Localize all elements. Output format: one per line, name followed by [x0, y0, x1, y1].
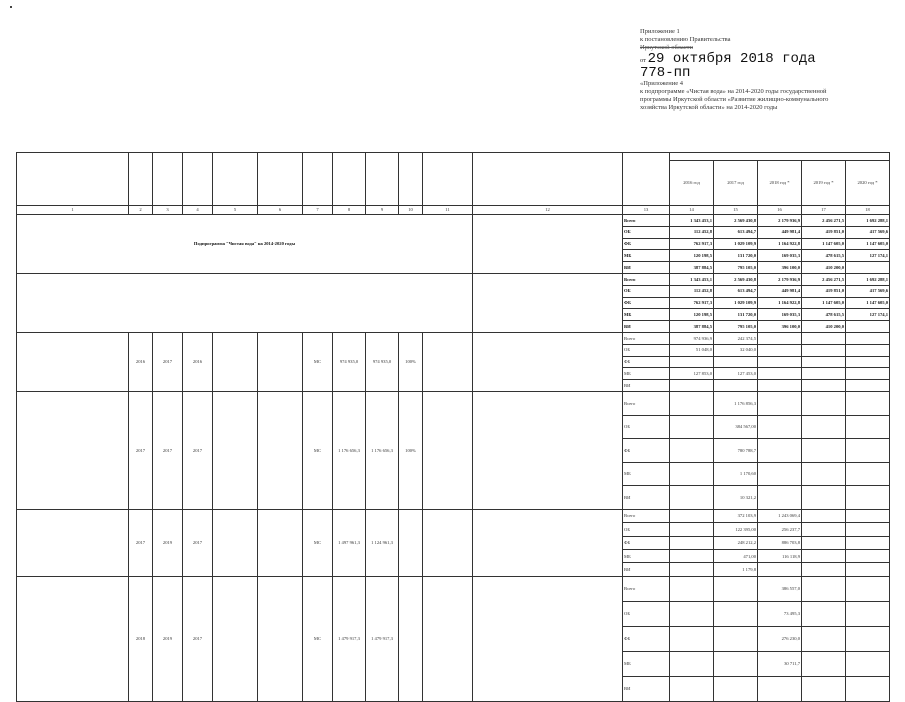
object-readiness: 100% — [399, 391, 423, 509]
fin-value — [846, 462, 890, 486]
object-start-year: 2017 — [129, 391, 153, 509]
fin-value — [670, 676, 714, 701]
fin-value: 1 343 453,1 — [670, 215, 714, 227]
fin-value: 471,00 — [714, 550, 758, 563]
col-header-8 — [333, 153, 366, 206]
header-note-2: программы Иркутской области «Развитие жилищно-коммунального — [640, 96, 829, 103]
header-note-3: хозяйства Иркутской области» на 2014-2020 годы — [640, 104, 778, 111]
fin-value: 276 230,0 — [758, 626, 802, 651]
fin-value: 120 198,5 — [670, 309, 714, 321]
fin-value — [802, 523, 846, 536]
object-expertise — [213, 391, 258, 509]
object-readiness — [399, 509, 423, 576]
fin-source: ФБ — [623, 356, 670, 368]
fin-value: 32 040,0 — [714, 344, 758, 356]
fin-value: 1 243 069,4 — [758, 509, 802, 522]
fin-value: 419 851,0 — [802, 285, 846, 297]
fin-value: 122 395,00 — [714, 523, 758, 536]
object-start-year: 2017 — [129, 509, 153, 576]
object-name — [17, 509, 129, 576]
object-end-year: 2017 — [153, 391, 183, 509]
object-executor — [473, 509, 623, 576]
col-header-6 — [258, 153, 303, 206]
fin-value: 51 048,0 — [670, 344, 714, 356]
column-number: 13 — [623, 206, 670, 215]
fin-value: 256 237,7 — [758, 523, 802, 536]
subprogram-total-row — [17, 215, 890, 227]
fin-value: 1 692 288,1 — [846, 215, 890, 227]
fin-value — [714, 651, 758, 676]
fin-value — [714, 601, 758, 626]
fin-value — [670, 486, 714, 510]
fin-source: ФБ — [623, 238, 670, 250]
fin-value: 886 703,8 — [758, 536, 802, 549]
fin-value — [802, 563, 846, 576]
fin-value — [846, 332, 890, 344]
fin-value — [758, 368, 802, 380]
object-recipient — [423, 576, 473, 701]
financing-group-header — [670, 153, 890, 161]
object-group-executor — [473, 273, 623, 332]
object-expertise — [213, 509, 258, 576]
fin-value — [670, 462, 714, 486]
scan-mark — [10, 6, 12, 8]
fin-value — [802, 368, 846, 380]
fin-value: 10 321,2 — [714, 486, 758, 510]
col-header-10 — [399, 153, 423, 206]
fin-value: 396 100,0 — [758, 262, 802, 274]
object-readiness: 100% — [399, 332, 423, 391]
object-works — [258, 509, 303, 576]
object-docs-year: 2017 — [183, 391, 213, 509]
object-fin-row — [17, 576, 890, 601]
fin-value: 387 884,5 — [670, 262, 714, 274]
col-header-15: 2017 год — [714, 161, 758, 206]
fin-source: ФБ — [623, 626, 670, 651]
fin-value: 1 147 605,0 — [802, 297, 846, 309]
fin-source: ОБ — [623, 226, 670, 238]
column-number: 10 — [399, 206, 423, 215]
fin-source: ВИ — [623, 262, 670, 274]
object-form: МС — [303, 509, 333, 576]
object-recipient — [423, 509, 473, 576]
fin-value: 762 917,3 — [670, 238, 714, 250]
object-docs-year: 2017 — [183, 509, 213, 576]
column-number: 11 — [423, 206, 473, 215]
fin-value — [846, 344, 890, 356]
object-expertise — [213, 332, 258, 391]
fin-value: 131 720,0 — [714, 250, 758, 262]
col-header-5 — [213, 153, 258, 206]
col-header-2 — [129, 153, 153, 206]
column-number: 15 — [714, 206, 758, 215]
col-header-3 — [153, 153, 183, 206]
fin-value: 242 374,5 — [714, 332, 758, 344]
fin-value — [758, 380, 802, 392]
fin-value: 478 615,5 — [802, 309, 846, 321]
object-expertise — [213, 576, 258, 701]
column-number: 7 — [303, 206, 333, 215]
object-cost-remaining: 974 935,0 — [366, 332, 399, 391]
fin-source: Всего — [623, 215, 670, 227]
fin-value: 974 936,9 — [670, 332, 714, 344]
object-recipient — [423, 332, 473, 391]
object-end-year: 2019 — [153, 576, 183, 701]
fin-value — [802, 509, 846, 522]
fin-value — [670, 380, 714, 392]
fin-value — [802, 332, 846, 344]
column-number: 6 — [258, 206, 303, 215]
fin-value — [670, 391, 714, 415]
fin-value: 127 453,0 — [714, 368, 758, 380]
column-number: 9 — [366, 206, 399, 215]
fin-source: ОБ — [623, 344, 670, 356]
fin-value: 120 198,5 — [670, 250, 714, 262]
fin-value: 795 105,0 — [714, 321, 758, 333]
header-line-3: Иркутской области — [640, 44, 693, 51]
fin-value — [714, 676, 758, 701]
fin-value: 2 179 936,9 — [758, 273, 802, 285]
fin-value: 1 147 605,0 — [846, 297, 890, 309]
fin-value — [758, 356, 802, 368]
fin-source: Всего — [623, 332, 670, 344]
fin-source: ФБ — [623, 536, 670, 549]
object-executor — [473, 576, 623, 701]
fin-source: МБ — [623, 651, 670, 676]
object-end-year: 2019 — [153, 509, 183, 576]
header-note-1: к подпрограмме «Чистая вода» на 2014-2020 годы государственной — [640, 88, 827, 95]
object-name — [17, 391, 129, 509]
header-date-prefix: от — [640, 57, 647, 64]
fin-value — [670, 601, 714, 626]
fin-value — [758, 676, 802, 701]
column-number: 4 — [183, 206, 213, 215]
object-start-year: 2016 — [129, 332, 153, 391]
fin-value — [846, 626, 890, 651]
col-header-12 — [473, 153, 623, 206]
header-group-row — [17, 153, 890, 161]
fin-value — [670, 576, 714, 601]
fin-value — [758, 563, 802, 576]
col-header-4 — [183, 153, 213, 206]
header-appendix: «Приложение 4 — [640, 80, 684, 87]
fin-source: ФБ — [623, 439, 670, 463]
fin-value: 1 029 109,9 — [714, 238, 758, 250]
object-fin-row — [17, 391, 890, 415]
fin-value: 1 029 109,9 — [714, 297, 758, 309]
objects-table — [16, 152, 890, 702]
object-form: МС — [303, 576, 333, 701]
col-header-13 — [623, 153, 670, 206]
column-number-row — [17, 206, 890, 215]
column-number: 2 — [129, 206, 153, 215]
header-line-2: к постановлению Правительства — [640, 36, 731, 43]
object-docs-year: 2017 — [183, 576, 213, 701]
fin-value: 2 569 430,8 — [714, 215, 758, 227]
fin-value — [670, 536, 714, 549]
fin-source: ФБ — [623, 297, 670, 309]
fin-source: МБ — [623, 250, 670, 262]
object-executor — [473, 332, 623, 391]
fin-value — [670, 439, 714, 463]
fin-value: 1 170,60 — [714, 462, 758, 486]
object-recipient — [423, 391, 473, 509]
fin-value — [758, 439, 802, 463]
fin-value — [670, 509, 714, 522]
fin-value — [846, 651, 890, 676]
fin-value — [758, 391, 802, 415]
fin-source: ВИ — [623, 676, 670, 701]
fin-value: 410 200,0 — [802, 262, 846, 274]
fin-value: 127 853,0 — [670, 368, 714, 380]
fin-value: 1 343 453,1 — [670, 273, 714, 285]
object-executor — [473, 391, 623, 509]
object-group-label — [17, 273, 473, 332]
fin-value: 112 452,8 — [670, 285, 714, 297]
fin-source: МБ — [623, 550, 670, 563]
column-number: 1 — [17, 206, 129, 215]
fin-source: Всего — [623, 509, 670, 522]
fin-value: 131 720,0 — [714, 309, 758, 321]
fin-value — [714, 576, 758, 601]
fin-source: ОБ — [623, 601, 670, 626]
column-number: 8 — [333, 206, 366, 215]
object-fin-row — [17, 332, 890, 344]
fin-value — [802, 391, 846, 415]
object-fin-row — [17, 509, 890, 522]
fin-value — [670, 356, 714, 368]
fin-source: ВИ — [623, 563, 670, 576]
fin-value: 419 851,0 — [802, 226, 846, 238]
fin-value: 2 569 430,8 — [714, 273, 758, 285]
fin-value — [714, 356, 758, 368]
fin-value: 1 692 288,1 — [846, 273, 890, 285]
fin-value — [758, 332, 802, 344]
fin-source: ВИ — [623, 321, 670, 333]
fin-value — [846, 563, 890, 576]
fin-value — [846, 676, 890, 701]
fin-value — [846, 415, 890, 439]
fin-value — [846, 550, 890, 563]
fin-value: 417 569,6 — [846, 285, 890, 297]
object-group-row — [17, 273, 890, 285]
fin-value — [802, 462, 846, 486]
fin-value — [670, 651, 714, 676]
fin-source: Всего — [623, 273, 670, 285]
object-cost-estimate: 974 935,0 — [333, 332, 366, 391]
fin-value — [802, 536, 846, 549]
fin-value — [846, 523, 890, 536]
object-end-year: 2017 — [153, 332, 183, 391]
fin-value — [802, 380, 846, 392]
fin-value — [802, 344, 846, 356]
col-header-11 — [423, 153, 473, 206]
column-number: 17 — [802, 206, 846, 215]
fin-value: 410 200,0 — [802, 321, 846, 333]
fin-value — [846, 486, 890, 510]
appendix-header — [640, 28, 900, 112]
fin-value: 387 884,5 — [670, 321, 714, 333]
fin-value — [846, 601, 890, 626]
fin-value: 795 105,0 — [714, 262, 758, 274]
fin-source: Всего — [623, 576, 670, 601]
fin-value — [802, 626, 846, 651]
fin-value: 73 495,3 — [758, 601, 802, 626]
fin-source: ОБ — [623, 285, 670, 297]
fin-value — [846, 321, 890, 333]
fin-value — [846, 509, 890, 522]
fin-value: 417 569,6 — [846, 226, 890, 238]
fin-value — [846, 536, 890, 549]
col-header-7 — [303, 153, 333, 206]
fin-value: 762 917,3 — [670, 297, 714, 309]
object-works — [258, 576, 303, 701]
object-form: МС — [303, 391, 333, 509]
fin-value: 780 788,7 — [714, 439, 758, 463]
column-number: 14 — [670, 206, 714, 215]
object-readiness — [399, 576, 423, 701]
fin-source: ОБ — [623, 415, 670, 439]
column-number: 16 — [758, 206, 802, 215]
fin-value — [670, 523, 714, 536]
fin-value — [670, 550, 714, 563]
fin-value: 384 567,00 — [714, 415, 758, 439]
fin-value — [714, 626, 758, 651]
header-line-1: Приложение 1 — [640, 28, 680, 35]
fin-value — [802, 356, 846, 368]
fin-value: 2 456 271,5 — [802, 215, 846, 227]
col-header-14: 2016 год — [670, 161, 714, 206]
fin-value: 1 147 605,0 — [802, 238, 846, 250]
fin-value — [802, 439, 846, 463]
object-cost-remaining: 1 479 917,3 — [366, 576, 399, 701]
fin-value: 449 981,4 — [758, 226, 802, 238]
fin-value: 169 035,3 — [758, 309, 802, 321]
header-date: 29 октября 2018 года — [647, 51, 816, 67]
fin-value: 396 100,0 — [758, 321, 802, 333]
object-works — [258, 391, 303, 509]
fin-value: 30 711,7 — [758, 651, 802, 676]
object-cost-remaining: 1 176 656,3 — [366, 391, 399, 509]
fin-source: МБ — [623, 309, 670, 321]
object-docs-year: 2016 — [183, 332, 213, 391]
col-header-9 — [366, 153, 399, 206]
fin-value: 372 103,9 — [714, 509, 758, 522]
object-name — [17, 576, 129, 701]
fin-value: 112 452,8 — [670, 226, 714, 238]
fin-value — [846, 391, 890, 415]
fin-value — [758, 415, 802, 439]
fin-value — [846, 356, 890, 368]
fin-source: ВИ — [623, 380, 670, 392]
fin-value — [802, 676, 846, 701]
fin-value — [802, 651, 846, 676]
fin-value — [758, 486, 802, 510]
fin-value — [670, 563, 714, 576]
fin-value — [846, 380, 890, 392]
column-number: 12 — [473, 206, 623, 215]
object-name — [17, 332, 129, 391]
fin-source: МБ — [623, 462, 670, 486]
subprogram-total-label: Подпрограмма "Чистая вода" на 2014-2020 годы — [17, 215, 473, 274]
fin-source: ОБ — [623, 523, 670, 536]
fin-value: 2 456 271,5 — [802, 273, 846, 285]
col-header-16: 2018 год * — [758, 161, 802, 206]
fin-value — [846, 439, 890, 463]
object-cost-estimate: 1 479 917,3 — [333, 576, 366, 701]
header-number: 778-пп — [640, 65, 691, 81]
fin-value — [802, 601, 846, 626]
fin-value — [714, 380, 758, 392]
fin-value — [758, 344, 802, 356]
fin-value — [670, 626, 714, 651]
fin-value: 1 164 922,8 — [758, 238, 802, 250]
fin-value: 1 147 605,0 — [846, 238, 890, 250]
fin-source: МБ — [623, 368, 670, 380]
fin-value: 449 981,4 — [758, 285, 802, 297]
fin-value: 478 615,5 — [802, 250, 846, 262]
object-start-year: 2018 — [129, 576, 153, 701]
object-form: МС — [303, 332, 333, 391]
fin-value: 169 035,3 — [758, 250, 802, 262]
fin-value — [670, 415, 714, 439]
fin-value — [846, 368, 890, 380]
fin-value: 386 557,0 — [758, 576, 802, 601]
fin-value — [846, 262, 890, 274]
col-header-17: 2019 год * — [802, 161, 846, 206]
subprogram-executor — [473, 215, 623, 274]
fin-source: ВИ — [623, 486, 670, 510]
object-cost-estimate: 1 497 961,3 — [333, 509, 366, 576]
col-header-1 — [17, 153, 129, 206]
fin-value: 116 118,9 — [758, 550, 802, 563]
fin-value: 1 179,8 — [714, 563, 758, 576]
object-cost-remaining: 1 124 961,3 — [366, 509, 399, 576]
fin-source: Всего — [623, 391, 670, 415]
object-works — [258, 332, 303, 391]
column-number: 3 — [153, 206, 183, 215]
fin-value: 613 494,7 — [714, 226, 758, 238]
fin-value: 248 212,2 — [714, 536, 758, 549]
fin-value — [802, 486, 846, 510]
fin-value: 2 179 936,9 — [758, 215, 802, 227]
column-number: 5 — [213, 206, 258, 215]
fin-value: 1 176 856,3 — [714, 391, 758, 415]
fin-value: 127 174,1 — [846, 250, 890, 262]
column-number: 18 — [846, 206, 890, 215]
fin-value: 613 494,7 — [714, 285, 758, 297]
fin-value — [802, 415, 846, 439]
fin-value: 1 164 922,8 — [758, 297, 802, 309]
fin-value — [758, 462, 802, 486]
col-header-18: 2020 год * — [846, 161, 890, 206]
fin-value — [846, 576, 890, 601]
fin-value — [802, 550, 846, 563]
fin-value: 127 174,1 — [846, 309, 890, 321]
object-cost-estimate: 1 176 656,3 — [333, 391, 366, 509]
fin-value — [802, 576, 846, 601]
